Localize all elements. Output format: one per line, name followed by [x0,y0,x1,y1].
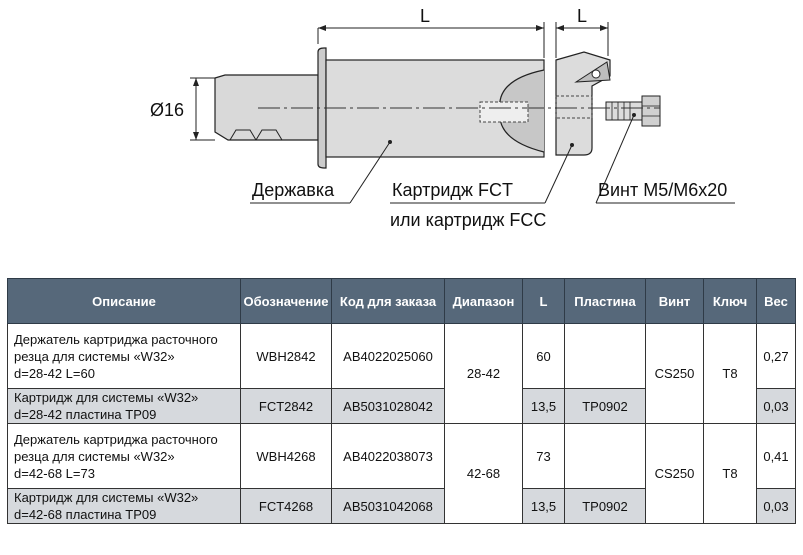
designation-cell: WBH2842 [241,324,332,389]
column-header: L [523,279,565,324]
range-cell: 42-68 [445,424,523,524]
weight-cell: 0,03 [757,489,796,524]
weight-cell: 0,27 [757,324,796,389]
key-cell: T8 [704,324,757,424]
holder-hidden-screw [480,102,528,122]
description-cell: Держатель картриджа расточного резца для системы «W32» d=42-68 L=73 [8,424,241,489]
designation-cell: FCT2842 [241,389,332,424]
column-header: Обозначение [241,279,332,324]
table-row [8,424,796,489]
range-cell: 28-42 [445,324,523,424]
column-header: Код для заказа [332,279,445,324]
key-cell: T8 [704,424,757,524]
length-cell: 13,5 [523,489,565,524]
designation-cell: FCT4268 [241,489,332,524]
column-header: Описание [8,279,241,324]
length-cell: 73 [523,424,565,489]
length-cell: 13,5 [523,389,565,424]
table-row [8,324,796,389]
length-cell: 60 [523,324,565,389]
screw-cell: CS250 [646,324,704,424]
insert-hole [592,70,600,78]
insert-cell: TP0902 [565,389,646,424]
description-cell: Держатель картриджа расточного резца для системы «W32» d=28-42 L=60 [8,324,241,389]
dimension-l-cartridge: L [576,6,588,26]
column-header: Диапазон [445,279,523,324]
column-header: Ключ [704,279,757,324]
designation-cell: WBH4268 [241,424,332,489]
spec-table [7,278,796,524]
weight-cell: 0,03 [757,389,796,424]
order-code-cell: AB5031028042 [332,389,445,424]
column-header: Вес [757,279,796,324]
description-cell: Картридж для системы «W32» d=42-68 пластина TP09 [8,489,241,524]
column-header: Пластина [565,279,646,324]
description-cell: Картридж для системы «W32» d=28-42 пластина TP09 [8,389,241,424]
insert-cell [565,324,646,389]
order-code-cell: AB4022038073 [332,424,445,489]
label-screw: Винт M5/M6x20 [598,180,728,200]
label-cartridge-line1: Картридж FCT [392,180,513,200]
diameter-label: Ø16 [150,100,185,120]
label-holder: Державка [252,180,335,200]
technical-drawing [0,0,803,270]
dimension-l-holder: L [419,6,431,26]
insert-cell: TP0902 [565,489,646,524]
column-header: Винт [646,279,704,324]
screw-cell: CS250 [646,424,704,524]
label-cartridge-line2: или картридж FCC [390,210,547,230]
insert-cell [565,424,646,489]
screw-head [642,96,660,126]
order-code-cell: AB5031042068 [332,489,445,524]
table-header-row [8,279,796,324]
weight-cell: 0,41 [757,424,796,489]
order-code-cell: AB4022025060 [332,324,445,389]
